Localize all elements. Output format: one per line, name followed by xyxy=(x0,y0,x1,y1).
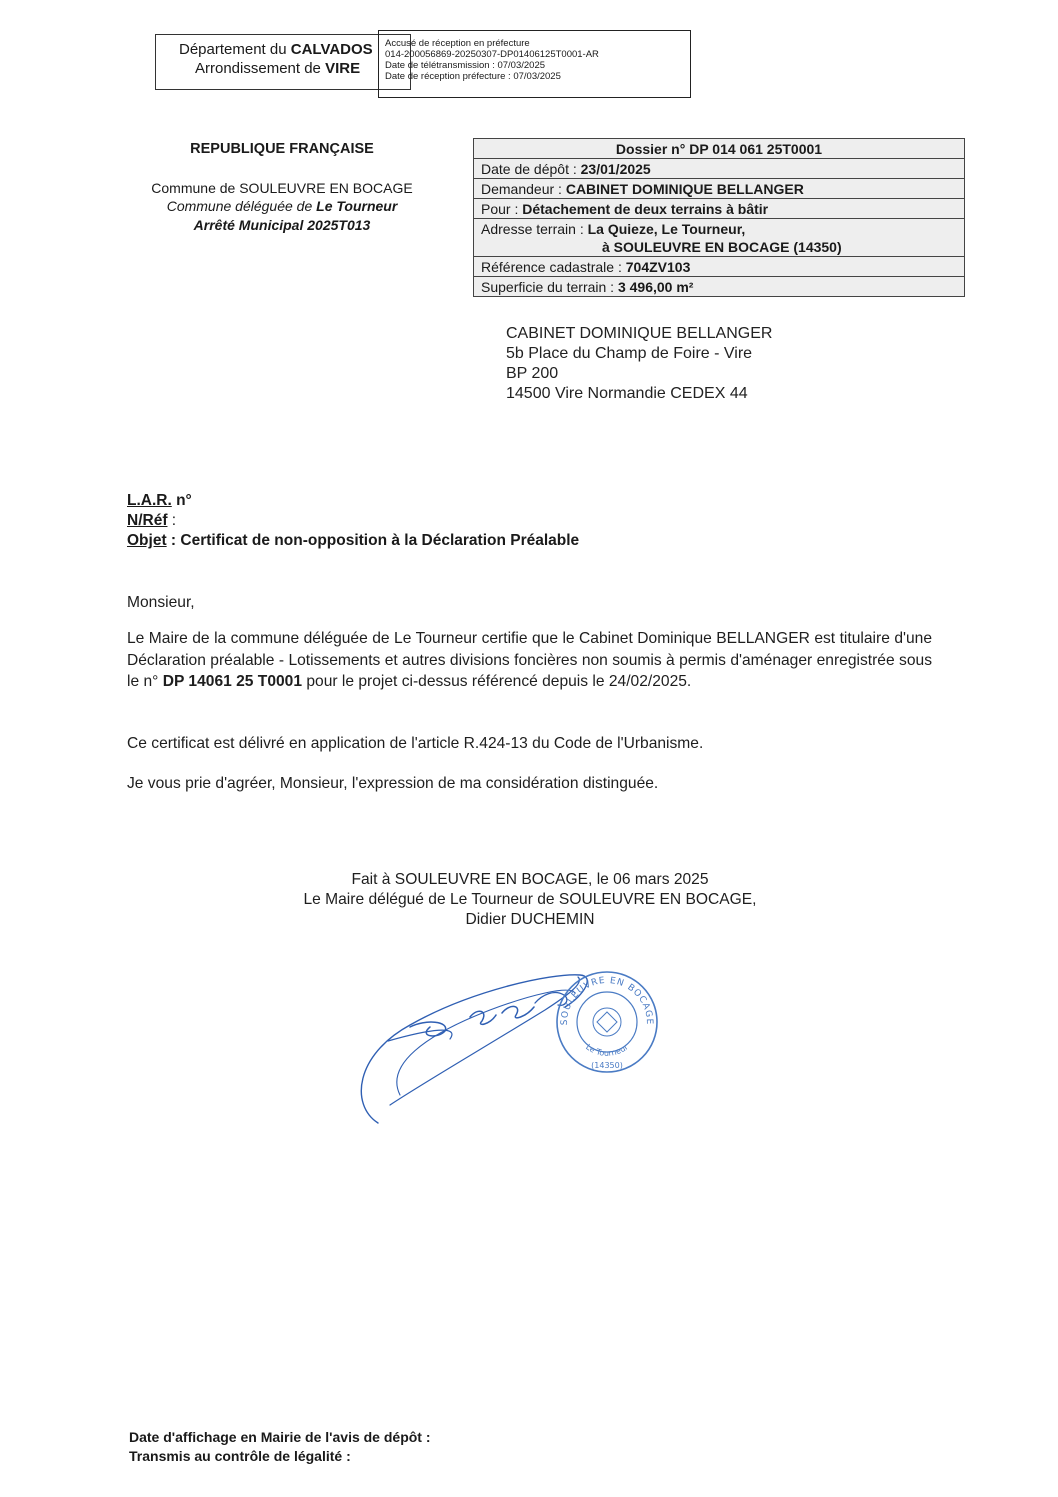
objet-line: Objet : Certificat de non-opposition à la Déclaration Préalable xyxy=(127,532,580,549)
arrete-reference: Arrêté Municipal 2025T013 xyxy=(193,217,371,233)
department-line: Département du CALVADOS xyxy=(179,41,373,58)
dossier-row xyxy=(474,179,965,199)
recipient-street: 5b Place du Champ de Foire - Vire xyxy=(506,345,753,362)
dossier-number: Dossier n° DP 014 061 25T0001 xyxy=(474,139,965,159)
recipient-bp: BP 200 xyxy=(506,365,559,382)
dossier-row xyxy=(474,277,965,297)
adresse-terrain: Adresse terrain : La Quieze, Le Tourneur, à SOULEUVRE EN BOCAGE (14350) xyxy=(474,219,965,257)
commune-deleguee: Commune déléguée de Le Tourneur xyxy=(166,198,398,214)
legal-basis-paragraph: Ce certificat est délivré en application de l'article R.424-13 du Code de l'Urbanisme. xyxy=(127,735,704,752)
dossier-row xyxy=(474,199,965,219)
demandeur: Demandeur : CABINET DOMINIQUE BELLANGER xyxy=(474,179,965,199)
body-paragraph: Le Maire de la commune déléguée de Le Tourneur certifie que le Cabinet Dominique BELLANGER est titulaire d'une Déclaration préalable - Lotissements et autres divisions foncières non soumis à permis d'aménager enregistrée sous le n° DP 14061 25 T0001 pour le projet ci-dessus référencé depuis le 24/02/2025. xyxy=(127,630,932,690)
objet-demande: Pour : Détachement de deux terrains à bâtir xyxy=(474,199,965,219)
signatory-name: Didier DUCHEMIN xyxy=(465,911,595,928)
municipal-seal xyxy=(552,968,662,1076)
arrondissement-name: VIRE xyxy=(325,60,361,77)
closing-paragraph: Je vous prie d'agréer, Monsieur, l'expression de ma considération distinguée. xyxy=(127,775,659,792)
our-reference: N/Réf : xyxy=(127,512,177,529)
arrondissement-line: Arrondissement de VIRE xyxy=(195,60,361,77)
depot-date: Date de dépôt : 23/01/2025 xyxy=(474,159,965,179)
receipt-transmission-date: Date de télétransmission : 07/03/2025 xyxy=(385,60,546,71)
receipt-id: 014-200056869-20250307-DP01406125T0001-AR xyxy=(385,49,599,60)
dossier-row xyxy=(474,219,965,257)
receipt-reception-date: Date de réception préfecture : 07/03/2025 xyxy=(385,71,561,82)
seal-postcode: (14350) xyxy=(591,1061,623,1070)
seal-commune: SOULEUVRE EN BOCAGE xyxy=(559,975,655,1026)
signature-place-date: Fait à SOULEUVRE EN BOCAGE, le 06 mars 2025 xyxy=(351,871,709,888)
republique-heading: REPUBLIQUE FRANÇAISE xyxy=(190,141,374,157)
recipient-city: 14500 Vire Normandie CEDEX 44 xyxy=(506,385,748,402)
salutation: Monsieur, xyxy=(127,594,195,611)
department-name: CALVADOS xyxy=(290,41,373,58)
dossier-row xyxy=(474,139,965,159)
dossier-table xyxy=(473,138,965,297)
commune-name: Commune de SOULEUVRE EN BOCAGE xyxy=(151,180,413,196)
svg-text:Le Tourneur xyxy=(584,1042,630,1058)
signatory-title: Le Maire délégué de Le Tourneur de SOULEUVRE EN BOCAGE, xyxy=(303,891,757,908)
dossier-row xyxy=(474,159,965,179)
reference-cadastrale: Référence cadastrale : 704ZV103 xyxy=(474,257,965,277)
superficie: Superficie du terrain : 3 496,00 m² xyxy=(474,277,965,297)
legalite-line: Transmis au contrôle de légalité : xyxy=(129,1448,351,1464)
recipient-name: CABINET DOMINIQUE BELLANGER xyxy=(506,325,773,342)
dossier-row xyxy=(474,257,965,277)
lar-reference: L.A.R. n° xyxy=(127,492,192,509)
seal-delegated: Le Tourneur xyxy=(584,1042,630,1058)
affichage-date-line: Date d'affichage en Mairie de l'avis de dépôt : xyxy=(129,1429,431,1445)
receipt-title: Accusé de réception en préfecture xyxy=(385,38,530,49)
